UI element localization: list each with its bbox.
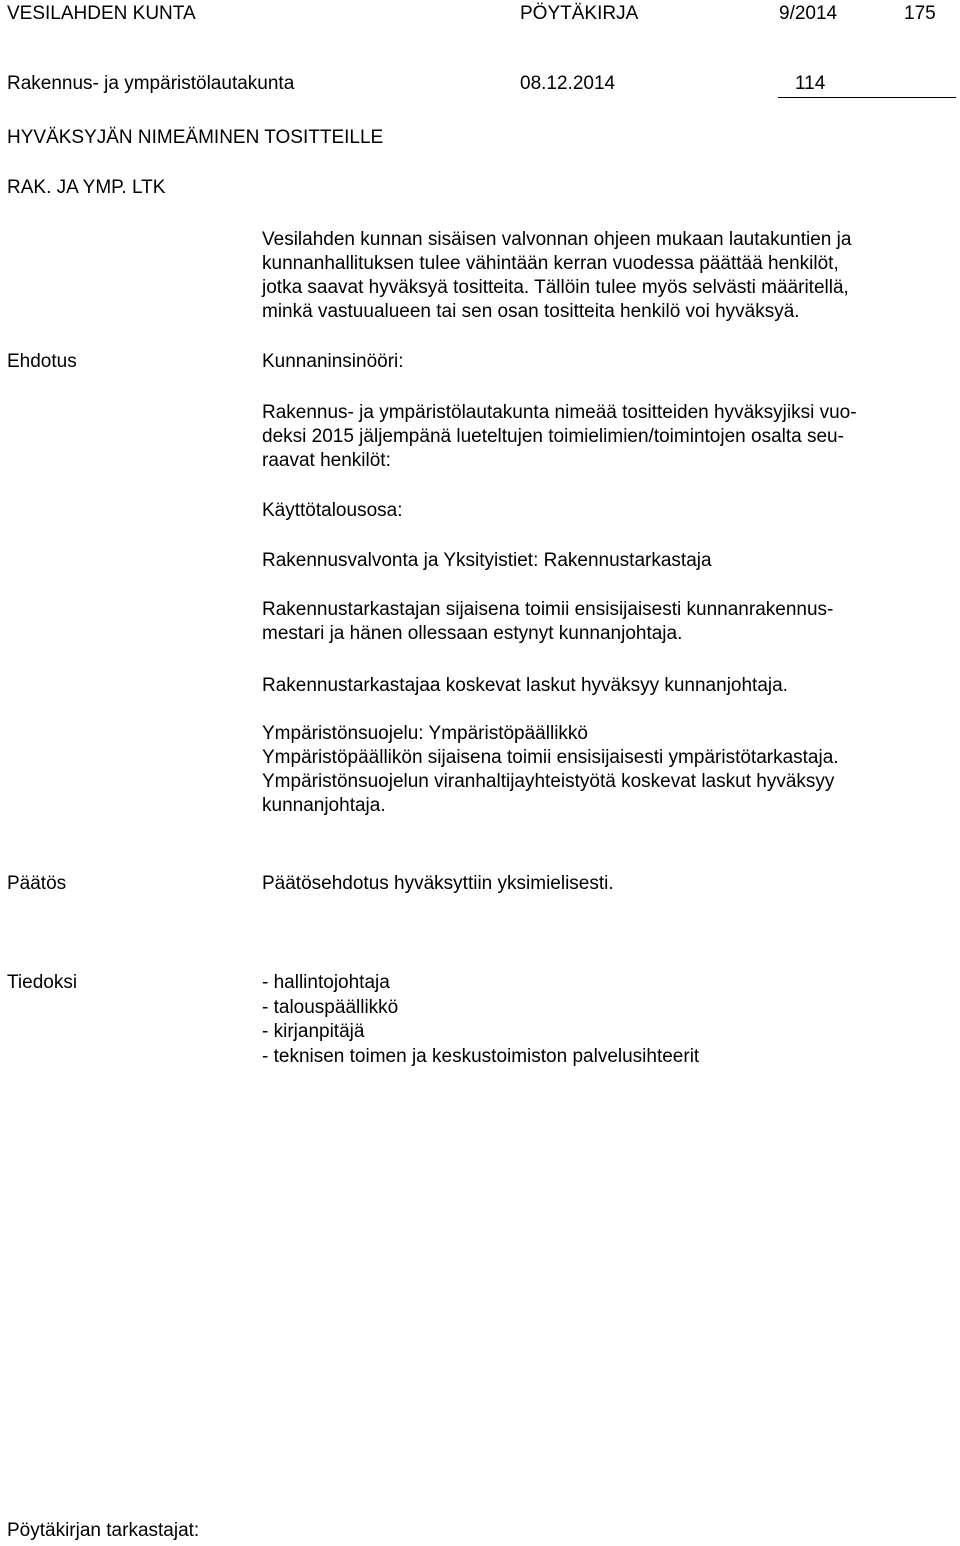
operating-part-heading: Käyttötalousosa: — [262, 500, 403, 521]
section-underline — [778, 97, 956, 98]
section-number: 114 — [795, 73, 826, 94]
recipient-item: - kirjanpitäjä — [262, 1021, 365, 1043]
recipient-list — [262, 971, 699, 1070]
board-name: Rakennus- ja ympäristölautakunta — [7, 73, 295, 94]
intro-line: jotka saavat hyväksyä tositteita. Tällöin tulee myös selvästi määritellä, — [262, 277, 849, 298]
intro-line: kunnanhallituksen tulee vähintään kerran vuodessa päättää henkilöt, — [262, 253, 839, 274]
deputy-line: mestari ja hänen ollessaan estynyt kunnanjohtaja. — [262, 623, 683, 644]
meeting-date: 08.12.2014 — [520, 73, 616, 94]
issue-number: 9/2014 — [779, 3, 838, 24]
proposal-line: deksi 2015 jäljempänä lueteltujen toimielimien/toimintojen osalta seu- — [262, 426, 844, 447]
proposal-line: Rakennus- ja ympäristölautakunta nimeää tositteiden hyväksyjiksi vuo- — [262, 402, 857, 423]
building-control-approver: Rakennusvalvonta ja Yksityistiet: Rakennustarkastaja — [262, 550, 712, 571]
municipality-name: VESILAHDEN KUNTA — [7, 3, 196, 24]
environment-line: Ympäristöpäällikön sijaisena toimii ensisijaisesti ympäristötarkastaja. — [262, 747, 839, 768]
recipient-item: - teknisen toimen ja keskustoimiston palvelusihteerit — [262, 1045, 700, 1067]
section-title: HYVÄKSYJÄN NIMEÄMINEN TOSITTEILLE — [7, 127, 384, 148]
document-type: PÖYTÄKIRJA — [520, 3, 639, 24]
decision-text: Päätösehdotus hyväksyttiin yksimielisesti. — [262, 873, 614, 894]
intro-line: minkä vastuualueen tai sen osan tositteita henkilö voi hyväksyä. — [262, 301, 800, 322]
decision-label: Päätös — [7, 873, 67, 894]
invoices-approver: Rakennustarkastajaa koskevat laskut hyväksyy kunnanjohtaja. — [262, 675, 788, 696]
intro-line: Vesilahden kunnan sisäisen valvonnan ohjeen mukaan lautakuntien ja — [262, 229, 852, 250]
notice-label: Tiedoksi — [7, 972, 78, 993]
page-number: 175 — [904, 3, 936, 24]
environment-paragraph — [262, 722, 952, 818]
intro-paragraph — [262, 228, 952, 324]
proposal-label: Ehdotus — [7, 351, 77, 372]
environment-line: kunnanjohtaja. — [262, 795, 386, 816]
recipient-item: - hallintojohtaja — [262, 972, 390, 993]
environment-line: Ympäristönsuojelu: Ympäristöpäällikkö — [262, 723, 588, 744]
proposal-paragraph — [262, 401, 952, 473]
deputy-paragraph — [262, 598, 952, 646]
proposal-line: raavat henkilöt: — [262, 450, 391, 471]
proposal-presenter: Kunnaninsinööri: — [262, 351, 404, 372]
environment-line: Ympäristönsuojelun viranhaltijayhteistyötä koskevat laskut hyväksyy — [262, 771, 835, 792]
reviewers-label: Pöytäkirjan tarkastajat: — [7, 1520, 200, 1541]
board-reference: RAK. JA YMP. LTK — [7, 177, 166, 198]
recipient-item: - talouspäällikkö — [262, 996, 399, 1018]
deputy-line: Rakennustarkastajan sijaisena toimii ensisijaisesti kunnanrakennus- — [262, 599, 834, 620]
